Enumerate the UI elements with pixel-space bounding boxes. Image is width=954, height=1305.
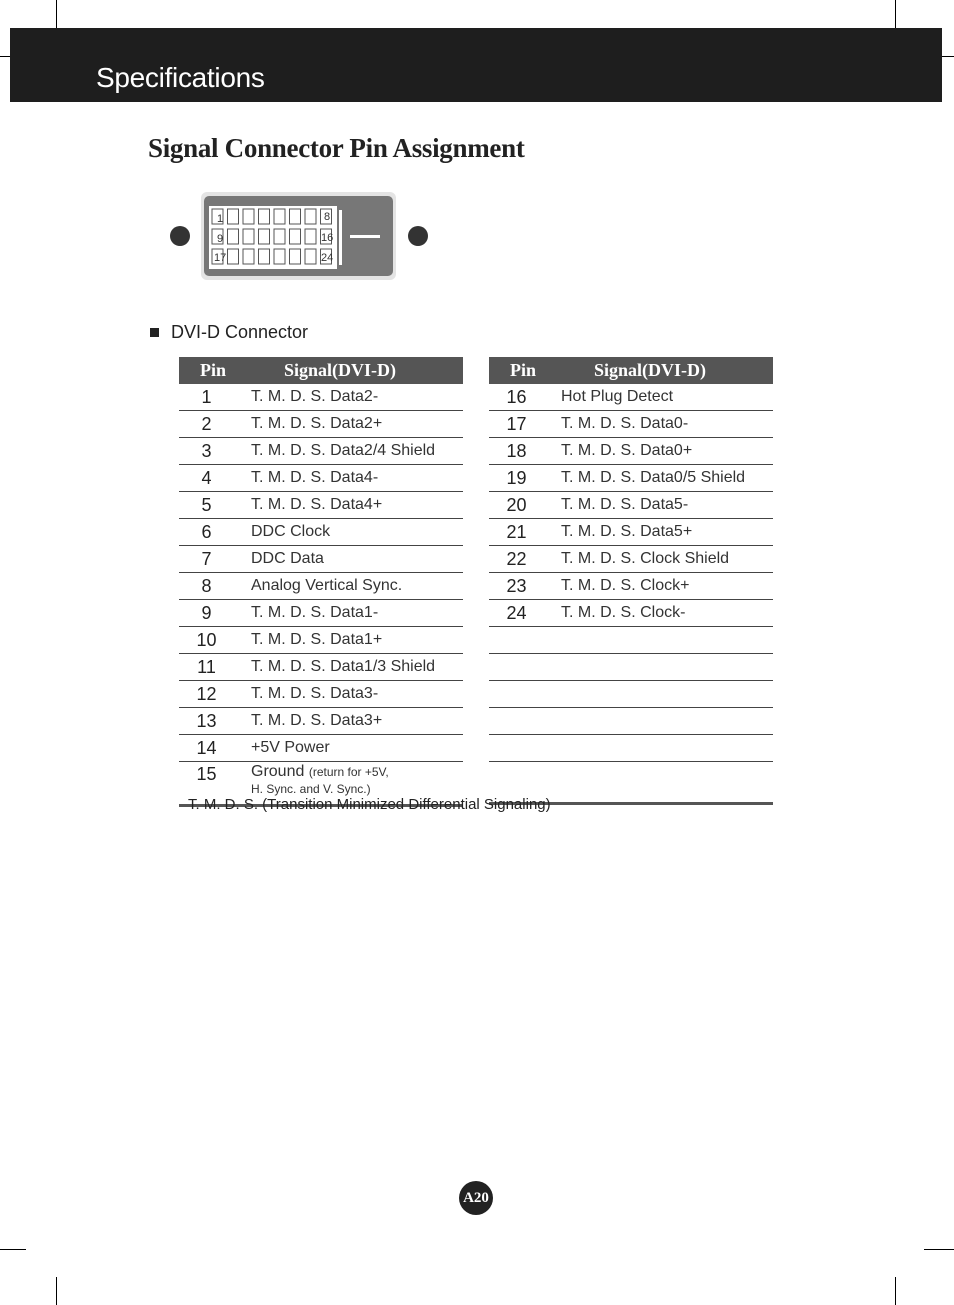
pin-signal: T. M. D. S. Data4- — [251, 469, 379, 486]
section-label-text: DVI-D Connector — [171, 322, 309, 342]
signal-main: Ground — [251, 763, 305, 780]
pin-signal: T. M. D. S. Data1- — [251, 604, 379, 621]
dvi-connector-diagram — [160, 185, 440, 285]
table-row — [179, 519, 463, 546]
signal-note: H. Sync. and V. Sync.) — [251, 781, 371, 796]
table-row — [179, 681, 463, 708]
pin-label: 9 — [217, 233, 224, 245]
pin-number: 7 — [201, 548, 212, 569]
table-row — [179, 654, 463, 681]
pin-grid-panel — [209, 206, 337, 269]
pin-signal: T. M. D. S. Data3+ — [251, 712, 383, 729]
pin-number: 8 — [201, 575, 212, 596]
pin-signal: T. M. D. S. Data0- — [561, 415, 689, 432]
signal-note: (return for +5V, — [308, 765, 389, 779]
header-signal: Signal(DVI-D) — [593, 360, 706, 380]
header-signal: Signal(DVI-D) — [283, 360, 396, 380]
pin-signal: T. M. D. S. Data2/4 Shield — [251, 442, 436, 459]
table-row — [489, 438, 773, 465]
pin-signal: T. M. D. S. Data4+ — [251, 496, 383, 513]
crop-mark — [895, 1277, 896, 1305]
empty-row — [489, 681, 773, 708]
screw-hole-left — [170, 226, 190, 246]
table-row — [489, 600, 773, 627]
table-row — [179, 546, 463, 573]
pin-signal: T. M. D. S. Clock+ — [561, 577, 690, 594]
crop-mark — [56, 1277, 57, 1305]
table-row — [179, 465, 463, 492]
pin-number: 12 — [196, 683, 217, 704]
blade-slot — [339, 210, 342, 265]
header-pin: Pin — [199, 360, 226, 380]
pin-number: 15 — [196, 764, 217, 784]
header-title: Specifications — [96, 62, 265, 93]
table-header — [489, 357, 773, 384]
pin-number: 6 — [201, 521, 212, 542]
pin-signal: T. M. D. S. Clock Shield — [561, 550, 730, 567]
pin-signal — [234, 764, 389, 798]
pin-table-left — [179, 357, 463, 807]
crop-mark — [0, 56, 10, 57]
header-bar — [10, 28, 942, 102]
page-number-badge: A20 — [459, 1181, 493, 1215]
pin-number: 4 — [201, 467, 212, 488]
pin-signal: T. M. D. S. Data3- — [251, 685, 379, 702]
pin-number: 24 — [506, 602, 527, 623]
empty-row — [489, 654, 773, 681]
empty-row — [489, 627, 773, 654]
pin-number: 22 — [506, 548, 527, 569]
pin-signal: T. M. D. S. Clock- — [561, 604, 686, 621]
pin-number: 23 — [506, 575, 527, 596]
pin-number: 20 — [506, 494, 527, 515]
pin-number: 14 — [196, 737, 217, 758]
pin-label: 16 — [321, 232, 334, 244]
table-row — [179, 573, 463, 600]
pin-signal: +5V Power — [251, 739, 330, 756]
pin-number: 2 — [201, 413, 212, 434]
pin-signal: T. M. D. S. Data1+ — [251, 631, 383, 648]
pin-signal: T. M. D. S. Data1/3 Shield — [251, 658, 436, 675]
pin-number: 17 — [506, 413, 527, 434]
table-row — [489, 546, 773, 573]
pin-signal: T. M. D. S. Data0/5 Shield — [561, 469, 746, 486]
table-row — [179, 438, 463, 465]
pin-signal: DDC Clock — [251, 523, 331, 540]
pin-number: 16 — [506, 386, 527, 407]
pin-label: 24 — [321, 252, 334, 264]
footnote: T. M. D. S. (Transition Minimized Differential Signaling) — [188, 796, 551, 813]
ground-blade — [350, 235, 380, 238]
pin-number: 3 — [201, 440, 212, 461]
table-row — [179, 735, 463, 762]
table-row — [489, 465, 773, 492]
table-row — [489, 411, 773, 438]
pin-number: 13 — [196, 710, 217, 731]
crop-mark — [0, 1249, 26, 1250]
empty-row — [489, 708, 773, 735]
bullet-icon — [150, 328, 159, 337]
table-row — [179, 708, 463, 735]
pin-label: 17 — [214, 252, 227, 264]
empty-row — [489, 735, 773, 762]
screw-hole-right — [408, 226, 428, 246]
table-row — [179, 492, 463, 519]
pin-signal: Analog Vertical Sync. — [251, 577, 403, 594]
table-row — [179, 384, 463, 411]
pin-number: 11 — [197, 656, 216, 677]
pin-signal: T. M. D. S. Data5- — [561, 496, 689, 513]
pin-label: 1 — [217, 213, 224, 225]
table-row — [489, 573, 773, 600]
pin-signal: T. M. D. S. Data2+ — [251, 415, 383, 432]
pin-signal: DDC Data — [251, 550, 324, 567]
pin-number: 1 — [201, 386, 212, 407]
crop-mark — [56, 0, 57, 28]
table-row — [179, 627, 463, 654]
header-pin: Pin — [509, 360, 536, 380]
pin-table-right — [489, 357, 773, 805]
pin-number: 9 — [201, 602, 212, 623]
pin-signal: T. M. D. S. Data2- — [251, 388, 379, 405]
table-row — [489, 519, 773, 546]
section-label — [150, 322, 308, 343]
page-title: Signal Connector Pin Assignment — [148, 133, 525, 163]
pin-number: 10 — [196, 629, 217, 650]
pin-number: 21 — [506, 521, 527, 542]
pin-signal: T. M. D. S. Data0+ — [561, 442, 693, 459]
table-header — [179, 357, 463, 384]
crop-mark — [942, 56, 954, 57]
pin-number: 18 — [506, 440, 527, 461]
crop-mark — [924, 1249, 954, 1250]
pin-label: 8 — [324, 211, 331, 223]
table-row — [489, 492, 773, 519]
pin-number: 5 — [201, 494, 212, 515]
crop-mark — [895, 0, 896, 28]
table-row — [489, 384, 773, 411]
pin-signal: T. M. D. S. Data5+ — [561, 523, 693, 540]
pin-signal: Hot Plug Detect — [561, 388, 674, 405]
table-row — [179, 600, 463, 627]
table-row — [179, 411, 463, 438]
pin-number: 19 — [506, 467, 527, 488]
